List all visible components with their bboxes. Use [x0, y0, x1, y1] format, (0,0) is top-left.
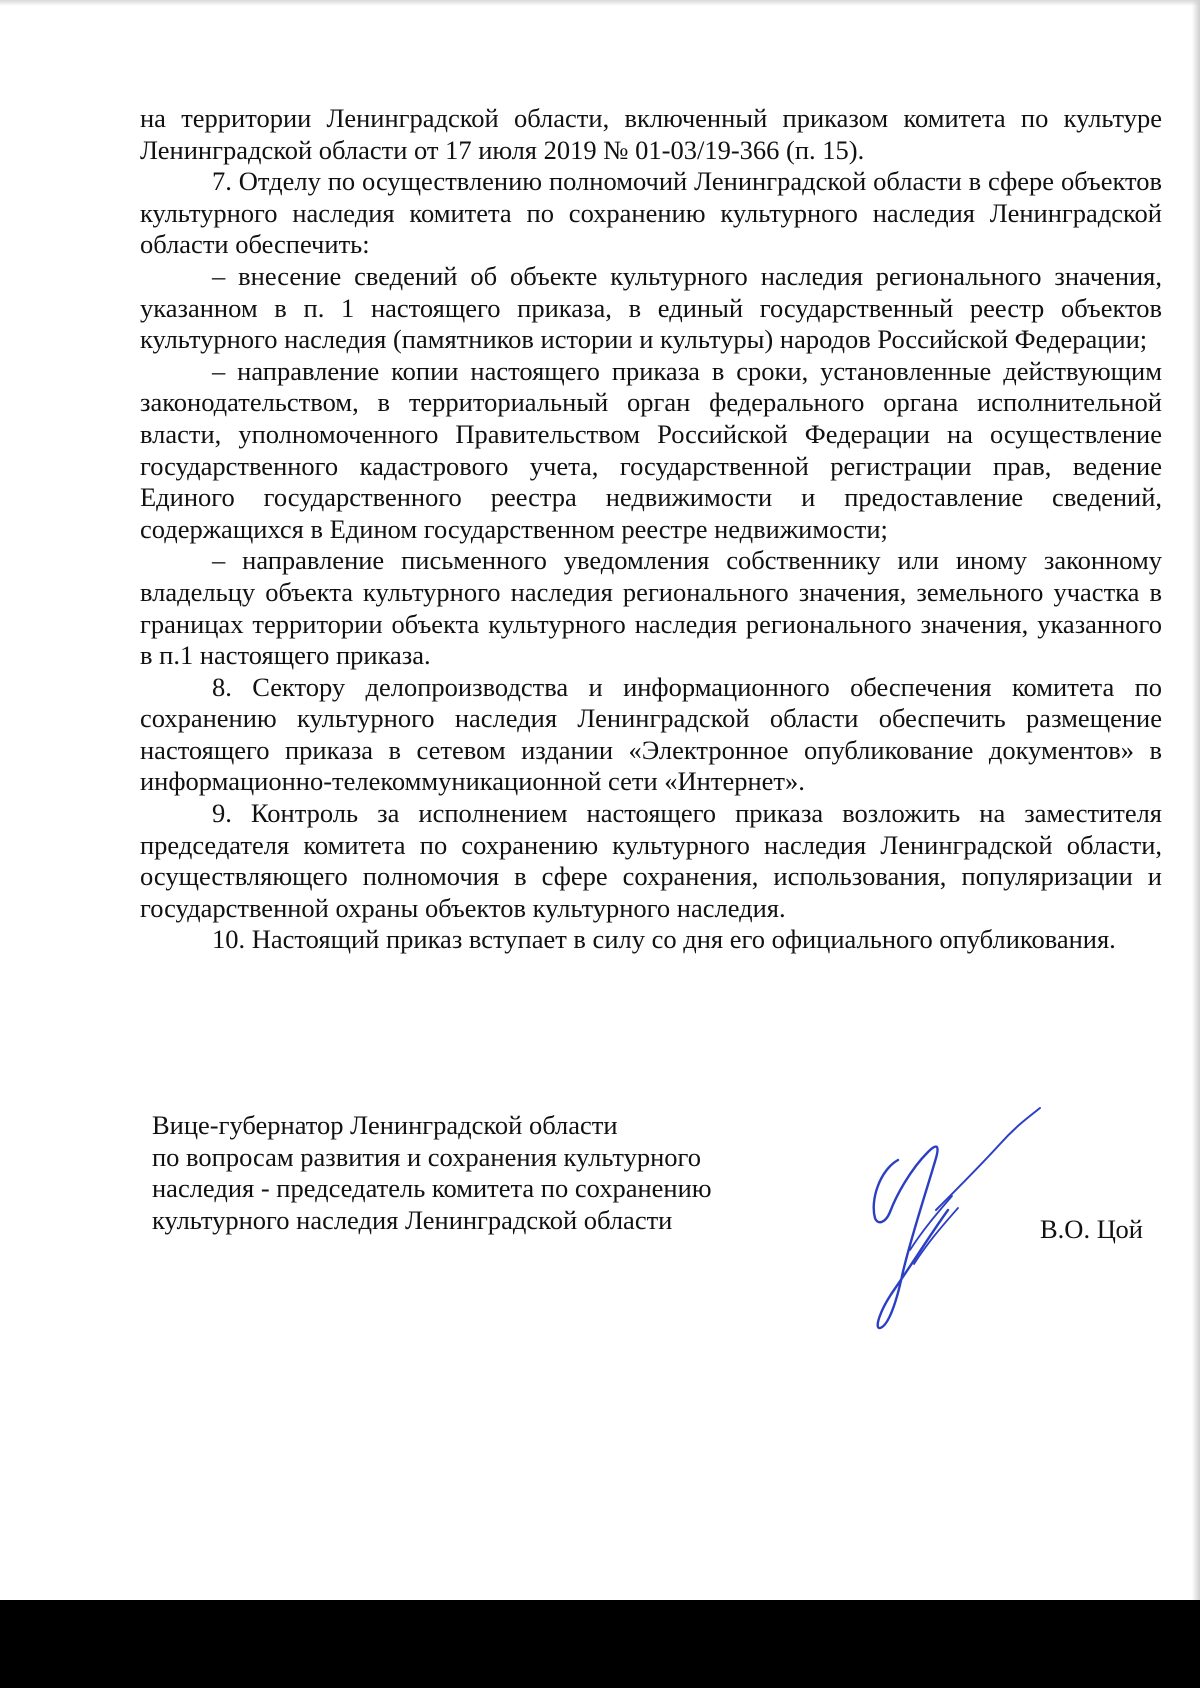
paragraph-continuation: на территории Ленинградской области, включенный приказом комитета по культуре Ленинградской области от 17 июля 2019 № 01-03/19-366 (п. 15). — [140, 103, 1162, 165]
paragraph-item-9: 9. Контроль за исполнением настоящего приказа возложить на заместителя председателя комитета по сохранению культурного наследия Ленинградской области, осуществляющего полномочия в сфере сохранения, использования, популяризации и государственной охраны объектов культурного наследия. — [140, 798, 1162, 923]
signatory-position — [152, 1110, 772, 1236]
scan-bottom-border — [0, 1600, 1200, 1688]
paragraph-item-10: 10. Настоящий приказ вступает в силу со дня его официального опубликования. — [212, 924, 1116, 955]
signatory-position-line: по вопросам развития и сохранения культурного — [152, 1141, 702, 1172]
document-body — [140, 103, 1162, 956]
paragraph-item-7-bullet-2: – направление копии настоящего приказа в сроки, установленные действующим законодательством, в территориальный орган федерального органа исполнительной власти, уполномоченного Правительством Российской Федерации на осуществление государственного кадастрового учета, государственной регистрации прав, ведение Единого государственного реестра недвижимости и предоставление сведений, содержащихся в Едином государственном реестре недвижимости; — [140, 355, 1162, 544]
signatory-position-line: Вице-губернатор Ленинградской области — [152, 1110, 618, 1140]
signatory-position-line: наследия - председатель комитета по сохранению — [152, 1173, 712, 1204]
signatory-position-line: культурного наследия Ленинградской области — [152, 1204, 673, 1235]
scan-edge-top — [0, 0, 1200, 6]
signatory-name: В.О. Цой — [1040, 1214, 1143, 1244]
paragraph-item-7: 7. Отделу по осуществлению полномочий Ленинградской области в сфере объектов культурного наследия комитета по сохранению культурного наследия Ленинградской области обеспечить: — [140, 166, 1162, 260]
handwritten-signature — [840, 1100, 1060, 1330]
paragraph-item-7-bullet-1: – внесение сведений об объекте культурного наследия регионального значения, указанном в п. 1 настоящего приказа, в единый государственный реестр объектов культурного наследия (памятников истории и культуры) народов Российской Федерации; — [140, 260, 1162, 355]
paragraph-item-7-bullet-3: – направление письменного уведомления собственнику или иному законному владельцу объекта культурного наследия регионального значения, земельного участка в границах территории объекта культурного наследия регионального значения, указанного в п.1 настоящего приказа. — [140, 545, 1162, 671]
scan-edge-right — [1192, 0, 1200, 1600]
paragraph-item-8: 8. Сектору делопроизводства и информационного обеспечения комитета по сохранению культурного наследия Ленинградской области обеспечить размещение настоящего приказа в сетевом издании «Электронное опубликование документов» в информационно-телекоммуникационной сети «Интернет». — [140, 671, 1162, 797]
